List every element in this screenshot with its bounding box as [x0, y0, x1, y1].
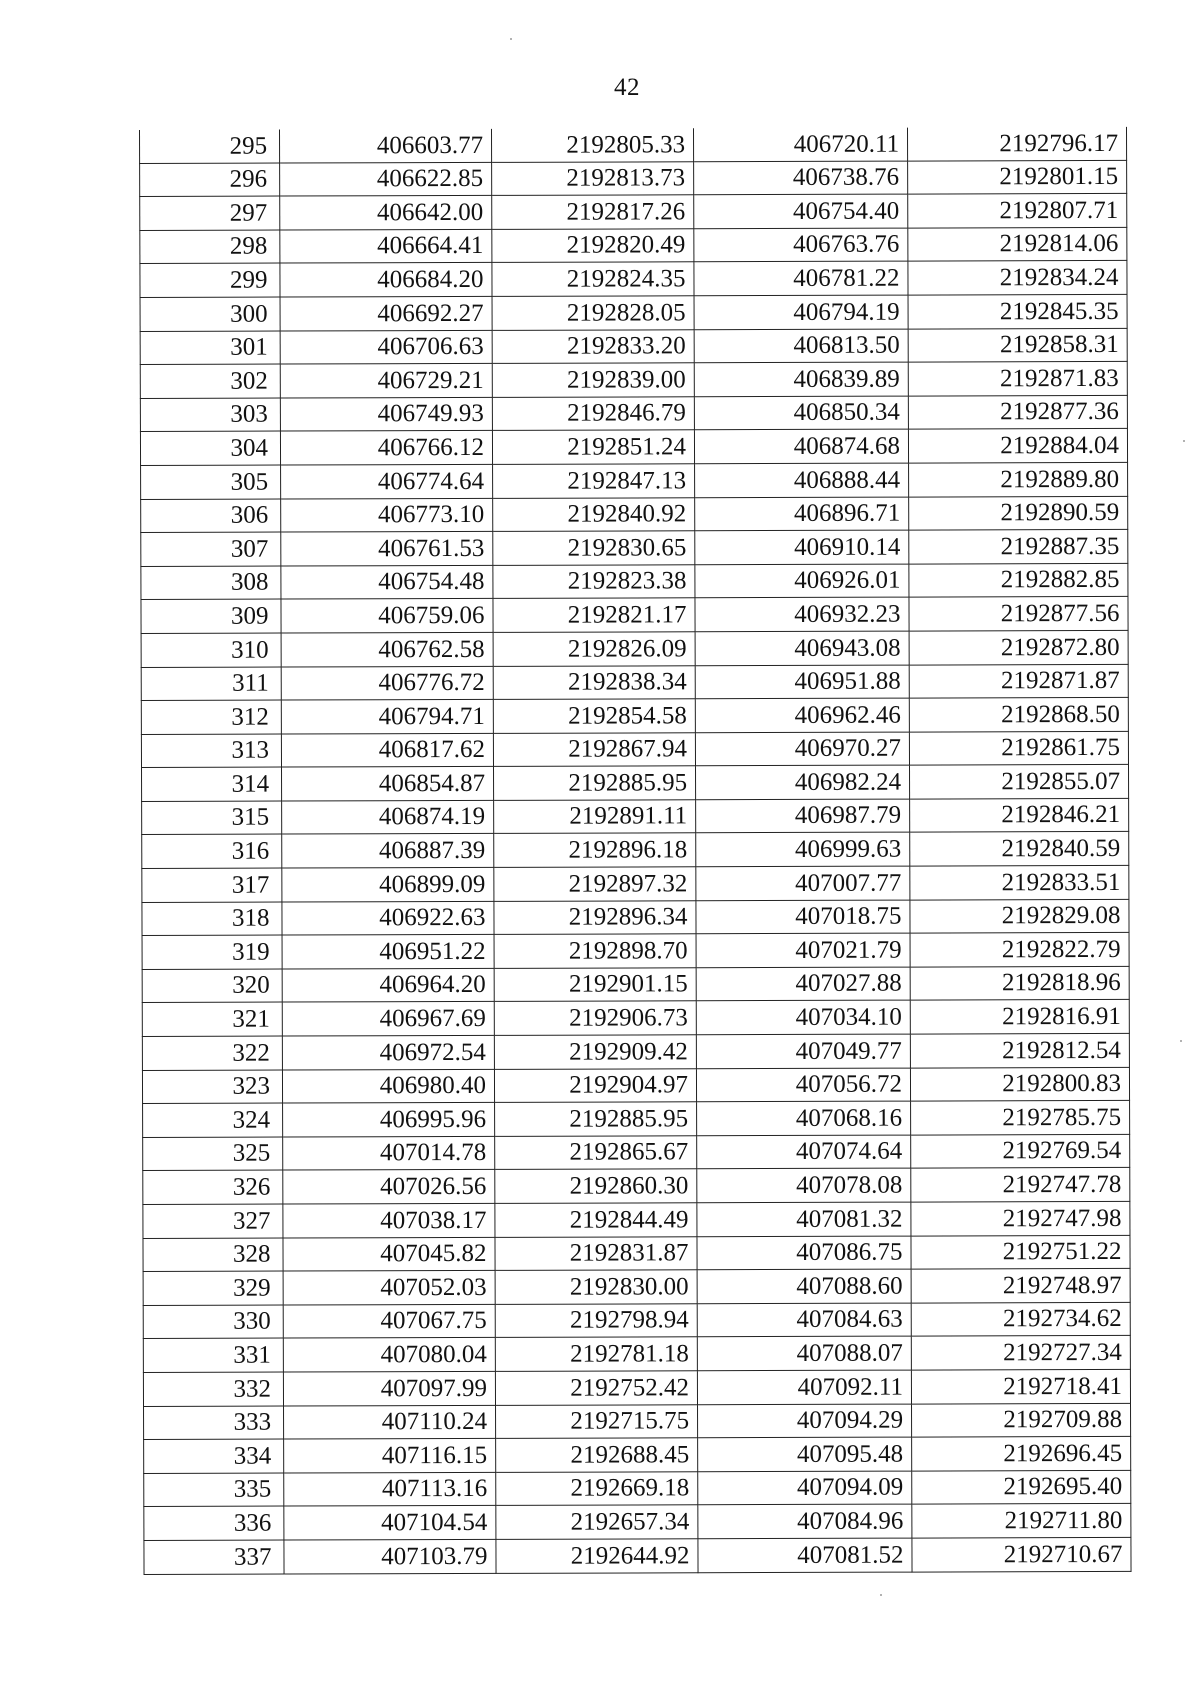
- y1-cell: 2192805.33: [491, 128, 693, 162]
- y1-cell: 2192885.95: [495, 1102, 697, 1136]
- x1-cell: 406692.27: [280, 296, 492, 330]
- y2-cell: 2192884.04: [908, 429, 1127, 463]
- x1-cell: 406972.54: [282, 1035, 494, 1069]
- x2-cell: 406850.34: [694, 396, 908, 430]
- table-row: [143, 1168, 1130, 1205]
- scan-speck: [880, 1594, 882, 1596]
- table-row: [144, 1437, 1131, 1474]
- y2-cell: 2192877.56: [909, 597, 1128, 631]
- y2-cell: 2192868.50: [909, 697, 1128, 731]
- y2-cell: 2192829.08: [910, 899, 1129, 933]
- y2-cell: 2192816.91: [910, 1000, 1129, 1034]
- point-number-cell: 307: [141, 532, 281, 566]
- x2-cell: 406999.63: [696, 833, 910, 867]
- x1-cell: 406887.39: [282, 834, 494, 868]
- x2-cell: 407084.96: [698, 1504, 912, 1538]
- x2-cell: 407068.16: [697, 1101, 911, 1135]
- y2-cell: 2192861.75: [909, 731, 1128, 765]
- y2-cell: 2192800.83: [910, 1067, 1129, 1101]
- table-row: [142, 1033, 1129, 1070]
- point-number-cell: 324: [143, 1103, 283, 1137]
- point-number-cell: 299: [140, 263, 280, 297]
- table-row: [140, 294, 1127, 331]
- table-row: [142, 933, 1129, 970]
- x2-cell: 407088.60: [697, 1269, 911, 1303]
- y1-cell: 2192781.18: [495, 1337, 697, 1371]
- x1-cell: 407103.79: [284, 1539, 496, 1573]
- y1-cell: 2192904.97: [494, 1068, 696, 1102]
- y1-cell: 2192897.32: [494, 867, 696, 901]
- x1-cell: 406964.20: [282, 968, 494, 1002]
- table-row: [141, 530, 1128, 567]
- x2-cell: 407074.64: [697, 1135, 911, 1169]
- y1-cell: 2192830.65: [493, 531, 695, 565]
- point-number-cell: 321: [142, 1002, 282, 1036]
- x2-cell: 407088.07: [697, 1336, 911, 1370]
- point-number-cell: 336: [144, 1506, 284, 1540]
- x1-cell: 407052.03: [283, 1271, 495, 1305]
- table-row: [144, 1403, 1131, 1440]
- y1-cell: 2192901.15: [494, 968, 696, 1002]
- y2-cell: 2192887.35: [909, 530, 1128, 564]
- y2-cell: 2192801.15: [908, 160, 1127, 194]
- x2-cell: 406982.24: [696, 765, 910, 799]
- y1-cell: 2192885.95: [494, 766, 696, 800]
- x2-cell: 406970.27: [695, 732, 909, 766]
- point-number-cell: 334: [144, 1439, 284, 1473]
- x1-cell: 406773.10: [281, 498, 493, 532]
- x1-cell: 406603.77: [279, 129, 491, 163]
- y2-cell: 2192751.22: [911, 1235, 1130, 1269]
- x1-cell: 406774.64: [281, 464, 493, 498]
- point-number-cell: 301: [140, 331, 280, 365]
- x2-cell: 406763.76: [694, 228, 908, 262]
- x2-cell: 407081.32: [697, 1202, 911, 1236]
- x2-cell: 406943.08: [695, 631, 909, 665]
- y1-cell: 2192798.94: [495, 1304, 697, 1338]
- point-number-cell: 325: [143, 1137, 283, 1171]
- y2-cell: 2192871.87: [909, 664, 1128, 698]
- y1-cell: 2192752.42: [495, 1371, 697, 1405]
- table-row: [141, 462, 1128, 499]
- y2-cell: 2192718.41: [911, 1369, 1130, 1403]
- y2-cell: 2192877.36: [908, 395, 1127, 429]
- y1-cell: 2192813.73: [492, 161, 694, 195]
- x1-cell: 406899.09: [282, 867, 494, 901]
- table-row: [140, 194, 1127, 231]
- x1-cell: 407067.75: [283, 1304, 495, 1338]
- point-number-cell: 328: [143, 1238, 283, 1272]
- table-row: [140, 395, 1127, 432]
- y2-cell: 2192769.54: [911, 1134, 1130, 1168]
- x1-cell: 406776.72: [281, 666, 493, 700]
- y1-cell: 2192824.35: [492, 262, 694, 296]
- table-row: [141, 597, 1128, 634]
- y2-cell: 2192711.80: [912, 1504, 1131, 1538]
- y2-cell: 2192840.59: [910, 832, 1129, 866]
- x2-cell: 407056.72: [696, 1068, 910, 1102]
- x1-cell: 406980.40: [282, 1069, 494, 1103]
- point-number-cell: 330: [143, 1305, 283, 1339]
- table-row: [144, 1504, 1131, 1541]
- point-number-cell: 316: [142, 835, 282, 869]
- x2-cell: 407034.10: [696, 1001, 910, 1035]
- x1-cell: 407045.82: [283, 1237, 495, 1271]
- table-row: [140, 429, 1127, 466]
- table-row: [141, 664, 1128, 701]
- table-row: [143, 1336, 1130, 1373]
- table-row: [143, 1134, 1130, 1171]
- table-row: [141, 731, 1128, 768]
- table-row: [142, 1067, 1129, 1104]
- x2-cell: 406781.22: [694, 261, 908, 295]
- y2-cell: 2192818.96: [910, 966, 1129, 1000]
- table-row: [141, 496, 1128, 533]
- x1-cell: 406664.41: [280, 229, 492, 263]
- table-row: [143, 1101, 1130, 1138]
- x2-cell: 407092.11: [697, 1370, 911, 1404]
- x2-cell: 406910.14: [695, 530, 909, 564]
- y1-cell: 2192833.20: [492, 329, 694, 363]
- x2-cell: 407084.63: [697, 1303, 911, 1337]
- y2-cell: 2192696.45: [912, 1437, 1131, 1471]
- x1-cell: 406759.06: [281, 599, 493, 633]
- y2-cell: 2192845.35: [908, 294, 1127, 328]
- table-row: [142, 1000, 1129, 1037]
- point-number-cell: 337: [144, 1540, 284, 1574]
- x2-cell: 406962.46: [695, 698, 909, 732]
- x2-cell: 406932.23: [695, 597, 909, 631]
- coordinate-table: [139, 127, 1132, 1575]
- x2-cell: 407078.08: [697, 1168, 911, 1202]
- y1-cell: 2192846.79: [492, 397, 694, 431]
- y1-cell: 2192896.34: [494, 900, 696, 934]
- x2-cell: 407007.77: [696, 866, 910, 900]
- y1-cell: 2192844.49: [495, 1203, 697, 1237]
- table-row: [141, 563, 1128, 600]
- y2-cell: 2192734.62: [911, 1302, 1130, 1336]
- y1-cell: 2192820.49: [492, 229, 694, 263]
- point-number-cell: 332: [143, 1372, 283, 1406]
- y1-cell: 2192688.45: [496, 1438, 698, 1472]
- x1-cell: 407113.16: [284, 1472, 496, 1506]
- y1-cell: 2192828.05: [492, 296, 694, 330]
- x1-cell: 407110.24: [284, 1405, 496, 1439]
- x2-cell: 407095.48: [698, 1437, 912, 1471]
- y1-cell: 2192657.34: [496, 1505, 698, 1539]
- point-number-cell: 333: [144, 1406, 284, 1440]
- x1-cell: 406749.93: [280, 397, 492, 431]
- x1-cell: 406854.87: [282, 767, 494, 801]
- table-row: [143, 1369, 1130, 1406]
- table-row: [141, 697, 1128, 734]
- x2-cell: 406987.79: [696, 799, 910, 833]
- y1-cell: 2192821.17: [493, 598, 695, 632]
- point-number-cell: 306: [141, 499, 281, 533]
- y2-cell: 2192822.79: [910, 933, 1129, 967]
- x1-cell: 406754.48: [281, 565, 493, 599]
- x1-cell: 406794.71: [281, 699, 493, 733]
- x1-cell: 406729.21: [280, 364, 492, 398]
- point-number-cell: 320: [142, 969, 282, 1003]
- table-row: [142, 865, 1129, 902]
- x1-cell: 407097.99: [283, 1371, 495, 1405]
- x2-cell: 406754.40: [694, 194, 908, 228]
- point-number-cell: 315: [142, 801, 282, 835]
- x2-cell: 407086.75: [697, 1236, 911, 1270]
- point-number-cell: 295: [140, 130, 280, 164]
- y2-cell: 2192855.07: [909, 765, 1128, 799]
- y1-cell: 2192896.18: [494, 833, 696, 867]
- x2-cell: 406720.11: [693, 128, 907, 162]
- point-number-cell: 297: [140, 196, 280, 230]
- point-number-cell: 313: [141, 734, 281, 768]
- point-number-cell: 311: [141, 667, 281, 701]
- y2-cell: 2192872.80: [909, 630, 1128, 664]
- x2-cell: 406896.71: [695, 497, 909, 531]
- point-number-cell: 296: [140, 163, 280, 197]
- y2-cell: 2192727.34: [911, 1336, 1130, 1370]
- y1-cell: 2192830.00: [495, 1270, 697, 1304]
- y1-cell: 2192847.13: [493, 464, 695, 498]
- point-number-cell: 305: [141, 465, 281, 499]
- table-row: [140, 160, 1127, 197]
- y1-cell: 2192826.09: [493, 632, 695, 666]
- table-row: [142, 765, 1129, 802]
- point-number-cell: 302: [140, 364, 280, 398]
- y1-cell: 2192823.38: [493, 564, 695, 598]
- point-number-cell: 317: [142, 868, 282, 902]
- point-number-cell: 300: [140, 297, 280, 331]
- x1-cell: 407080.04: [283, 1338, 495, 1372]
- y2-cell: 2192834.24: [908, 261, 1127, 295]
- scan-speck: [1180, 1040, 1182, 1042]
- point-number-cell: 323: [142, 1070, 282, 1104]
- y2-cell: 2192812.54: [910, 1033, 1129, 1067]
- page-number: 42: [614, 74, 640, 101]
- y1-cell: 2192854.58: [493, 699, 695, 733]
- y1-cell: 2192867.94: [493, 732, 695, 766]
- table-row: [144, 1470, 1131, 1507]
- coordinate-table-body: [140, 127, 1132, 1574]
- y1-cell: 2192851.24: [492, 430, 694, 464]
- point-number-cell: 304: [140, 431, 280, 465]
- y2-cell: 2192846.21: [910, 798, 1129, 832]
- table-row: [142, 899, 1129, 936]
- x2-cell: 407049.77: [696, 1034, 910, 1068]
- table-row: [143, 1235, 1130, 1272]
- point-number-cell: 329: [143, 1271, 283, 1305]
- x2-cell: 406813.50: [694, 329, 908, 363]
- point-number-cell: 319: [142, 935, 282, 969]
- y2-cell: 2192747.78: [911, 1168, 1130, 1202]
- point-number-cell: 331: [143, 1338, 283, 1372]
- scan-speck: [1183, 440, 1185, 442]
- table-row: [143, 1302, 1130, 1339]
- point-number-cell: 298: [140, 230, 280, 264]
- x1-cell: 407014.78: [283, 1136, 495, 1170]
- table-row: [143, 1269, 1130, 1306]
- point-number-cell: 318: [142, 902, 282, 936]
- y1-cell: 2192865.67: [495, 1136, 697, 1170]
- y1-cell: 2192860.30: [495, 1169, 697, 1203]
- x1-cell: 406967.69: [282, 1002, 494, 1036]
- x1-cell: 406762.58: [281, 632, 493, 666]
- y1-cell: 2192831.87: [495, 1236, 697, 1270]
- y1-cell: 2192715.75: [496, 1404, 698, 1438]
- x2-cell: 406888.44: [695, 463, 909, 497]
- point-number-cell: 335: [144, 1473, 284, 1507]
- y2-cell: 2192785.75: [911, 1101, 1130, 1135]
- point-number-cell: 327: [143, 1204, 283, 1238]
- y2-cell: 2192833.51: [910, 865, 1129, 899]
- point-number-cell: 326: [143, 1170, 283, 1204]
- point-number-cell: 322: [142, 1036, 282, 1070]
- x1-cell: 406817.62: [281, 733, 493, 767]
- x2-cell: 407094.29: [698, 1404, 912, 1438]
- y2-cell: 2192710.67: [912, 1537, 1131, 1571]
- y2-cell: 2192807.71: [908, 194, 1127, 228]
- y2-cell: 2192796.17: [907, 127, 1126, 161]
- y1-cell: 2192838.34: [493, 665, 695, 699]
- x1-cell: 406761.53: [281, 532, 493, 566]
- x2-cell: 406794.19: [694, 295, 908, 329]
- x1-cell: 406874.19: [282, 800, 494, 834]
- table-row: [140, 362, 1127, 399]
- x2-cell: 406874.68: [694, 429, 908, 463]
- table-row: [141, 630, 1128, 667]
- y1-cell: 2192898.70: [494, 934, 696, 968]
- x2-cell: 407081.52: [698, 1538, 912, 1572]
- point-number-cell: 312: [141, 700, 281, 734]
- table-row: [143, 1201, 1130, 1238]
- y2-cell: 2192747.98: [911, 1201, 1130, 1235]
- table-row: [144, 1537, 1131, 1574]
- y2-cell: 2192858.31: [908, 328, 1127, 362]
- x1-cell: 407104.54: [284, 1506, 496, 1540]
- y1-cell: 2192817.26: [492, 195, 694, 229]
- scan-speck: [510, 38, 512, 40]
- x1-cell: 406622.85: [280, 162, 492, 196]
- x2-cell: 407018.75: [696, 900, 910, 934]
- x2-cell: 407027.88: [696, 967, 910, 1001]
- x1-cell: 407116.15: [284, 1439, 496, 1473]
- x1-cell: 406922.63: [282, 901, 494, 935]
- x2-cell: 406951.88: [695, 665, 909, 699]
- y2-cell: 2192871.83: [908, 362, 1127, 396]
- table-row: [140, 227, 1127, 264]
- y2-cell: 2192882.85: [909, 563, 1128, 597]
- x2-cell: 407021.79: [696, 933, 910, 967]
- y1-cell: 2192906.73: [494, 1001, 696, 1035]
- table-row: [140, 328, 1127, 365]
- x2-cell: 406738.76: [694, 161, 908, 195]
- y2-cell: 2192695.40: [912, 1470, 1131, 1504]
- y1-cell: 2192840.92: [493, 497, 695, 531]
- y2-cell: 2192890.59: [909, 496, 1128, 530]
- point-number-cell: 303: [140, 398, 280, 432]
- y2-cell: 2192889.80: [909, 462, 1128, 496]
- x1-cell: 406995.96: [283, 1103, 495, 1137]
- y2-cell: 2192748.97: [911, 1269, 1130, 1303]
- x2-cell: 406839.89: [694, 362, 908, 396]
- table-row: [142, 832, 1129, 869]
- x1-cell: 407038.17: [283, 1203, 495, 1237]
- point-number-cell: 314: [142, 767, 282, 801]
- y2-cell: 2192814.06: [908, 227, 1127, 261]
- x2-cell: 406926.01: [695, 564, 909, 598]
- y1-cell: 2192891.11: [494, 800, 696, 834]
- x1-cell: 406684.20: [280, 263, 492, 297]
- point-number-cell: 310: [141, 633, 281, 667]
- table-row: [140, 127, 1127, 163]
- y2-cell: 2192709.88: [912, 1403, 1131, 1437]
- y1-cell: 2192669.18: [496, 1472, 698, 1506]
- table-row: [140, 261, 1127, 298]
- table-row: [142, 966, 1129, 1003]
- x1-cell: 407026.56: [283, 1170, 495, 1204]
- y1-cell: 2192839.00: [492, 363, 694, 397]
- x1-cell: 406642.00: [280, 196, 492, 230]
- x2-cell: 407094.09: [698, 1471, 912, 1505]
- y1-cell: 2192644.92: [496, 1539, 698, 1573]
- x1-cell: 406951.22: [282, 935, 494, 969]
- table-row: [142, 798, 1129, 835]
- y1-cell: 2192909.42: [494, 1035, 696, 1069]
- x1-cell: 406766.12: [280, 431, 492, 465]
- point-number-cell: 308: [141, 566, 281, 600]
- point-number-cell: 309: [141, 599, 281, 633]
- x1-cell: 406706.63: [280, 330, 492, 364]
